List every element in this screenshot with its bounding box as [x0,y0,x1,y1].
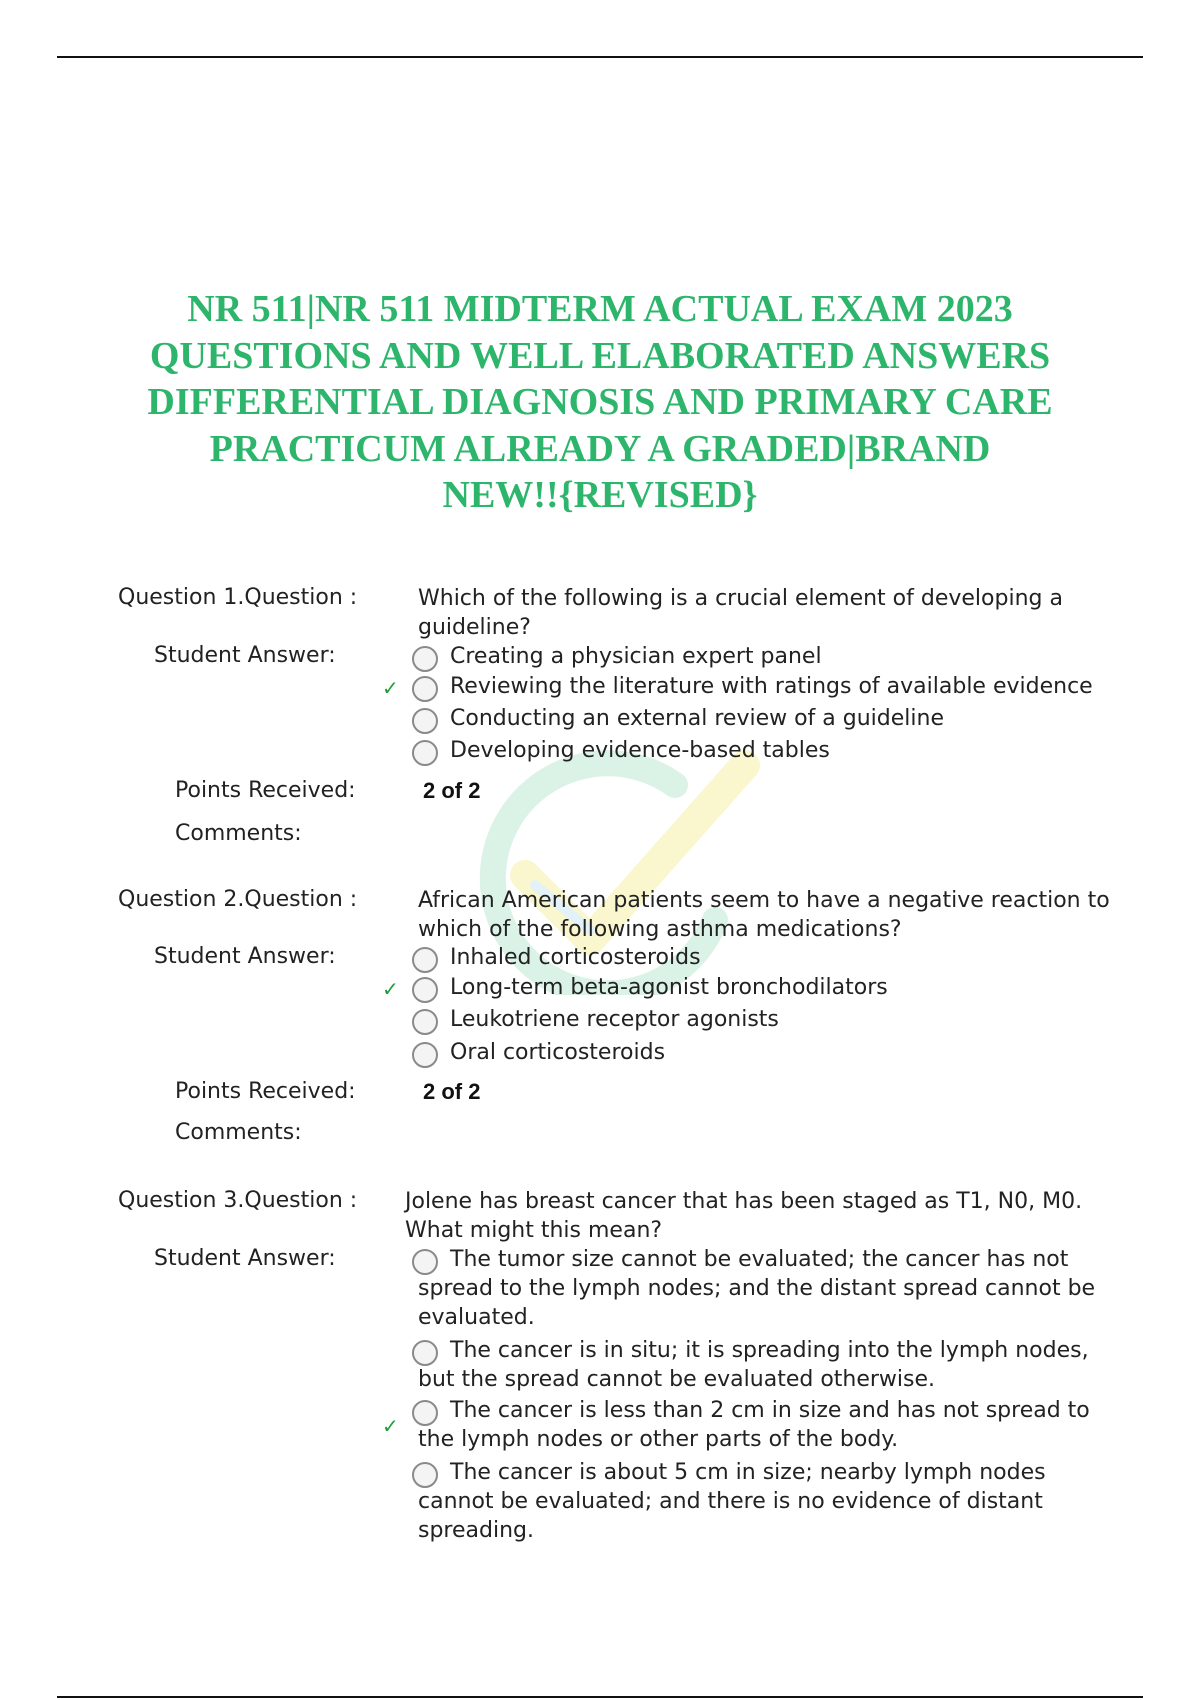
answer-option[interactable] [410,704,1130,733]
title-line: DIFFERENTIAL DIAGNOSIS AND PRIMARY CARE [147,381,1053,423]
title-line: NEW!!{REVISED} [442,474,758,516]
points-received-label: Points Received: [175,778,356,803]
option-text: The tumor size cannot be evaluated; the cancer has not spread to the lymph nodes; and the distant spread cannot be evaluated. [418,1247,1096,1330]
title-line: QUESTIONS AND WELL ELABORATED ANSWERS [149,334,1051,377]
answer-option[interactable] [410,1458,1110,1545]
option-text: Leukotriene receptor agonists [450,1007,779,1032]
question-text: Which of the following is a crucial element of developing a guideline? [418,586,1063,640]
answer-option[interactable] [410,943,1130,972]
option-text: Inhaled corticosteroids [450,945,701,970]
option-text: Reviewing the literature with ratings of available evidence [450,674,1093,699]
student-answer-label: Student Answer: [154,1246,336,1271]
radio-button-icon[interactable] [412,646,438,672]
student-answer-label: Student Answer: [154,944,336,969]
question-label: Question 2.Question : [118,887,358,912]
radio-button-icon[interactable] [412,1462,438,1488]
answer-options [382,642,1130,765]
option-text: The cancer is in situ; it is spreading into the lymph nodes, but the spread cannot be evaluated otherwise. [418,1338,1089,1392]
option-text: Conducting an external review of a guideline [450,706,944,731]
question-label: Question 3.Question : [118,1188,358,1213]
answer-options [382,943,1130,1067]
radio-button-icon[interactable] [412,1400,438,1426]
option-text: Developing evidence-based tables [450,738,830,763]
answer-option[interactable] [410,1005,1130,1034]
option-text: The cancer is about 5 cm in size; nearby lymph nodes cannot be evaluated; and there is no evidence of distant spreading. [418,1460,1046,1543]
question-text: Jolene has breast cancer that has been staged as T1, N0, M0. What might this mean? [405,1189,1083,1243]
answer-option[interactable] [382,973,1130,1002]
radio-button-icon[interactable] [412,1249,438,1275]
radio-button-icon[interactable] [412,676,438,702]
checkmark-icon: ✓ [382,1414,399,1438]
radio-button-icon[interactable] [412,1009,438,1035]
answer-option[interactable] [410,1245,1110,1332]
radio-button-icon[interactable] [412,1340,438,1366]
student-answer-label: Student Answer: [154,643,336,668]
question-label: Question 1.Question : [118,585,358,610]
answer-option[interactable] [410,1336,1110,1394]
answer-option[interactable] [382,1396,1110,1454]
radio-button-icon[interactable] [412,977,438,1003]
bottom-rule [57,1696,1143,1698]
option-text: Long-term beta-agonist bronchodilators [450,975,888,1000]
answer-option[interactable] [410,642,1130,671]
checkmark-icon: ✓ [382,676,399,700]
title-line: NR 511|NR 511 MIDTERM ACTUAL EXAM 2023 [187,288,1013,330]
top-rule [57,56,1143,58]
answer-option[interactable] [382,672,1130,701]
answer-option[interactable] [410,736,1130,765]
option-text: Oral corticosteroids [450,1040,666,1065]
question-text: African American patients seem to have a negative reaction to which of the following asthma medications? [418,888,1110,942]
radio-button-icon[interactable] [412,740,438,766]
points-value: 2 of 2 [423,778,481,803]
radio-button-icon[interactable] [412,947,438,973]
answer-options [382,1245,1110,1545]
checkmark-icon: ✓ [382,977,399,1001]
option-text: The cancer is less than 2 cm in size and has not spread to the lymph nodes or other parts of the body. [418,1398,1090,1452]
radio-button-icon[interactable] [412,1042,438,1068]
comments-label: Comments: [175,1120,302,1145]
points-received-label: Points Received: [175,1079,356,1104]
comments-label: Comments: [175,821,302,846]
answer-option[interactable] [410,1038,1130,1067]
document-title [110,286,1090,519]
title-line: PRACTICUM ALREADY A GRADED|BRAND [209,427,991,470]
radio-button-icon[interactable] [412,708,438,734]
points-value: 2 of 2 [423,1079,481,1104]
option-text: Creating a physician expert panel [450,644,822,669]
